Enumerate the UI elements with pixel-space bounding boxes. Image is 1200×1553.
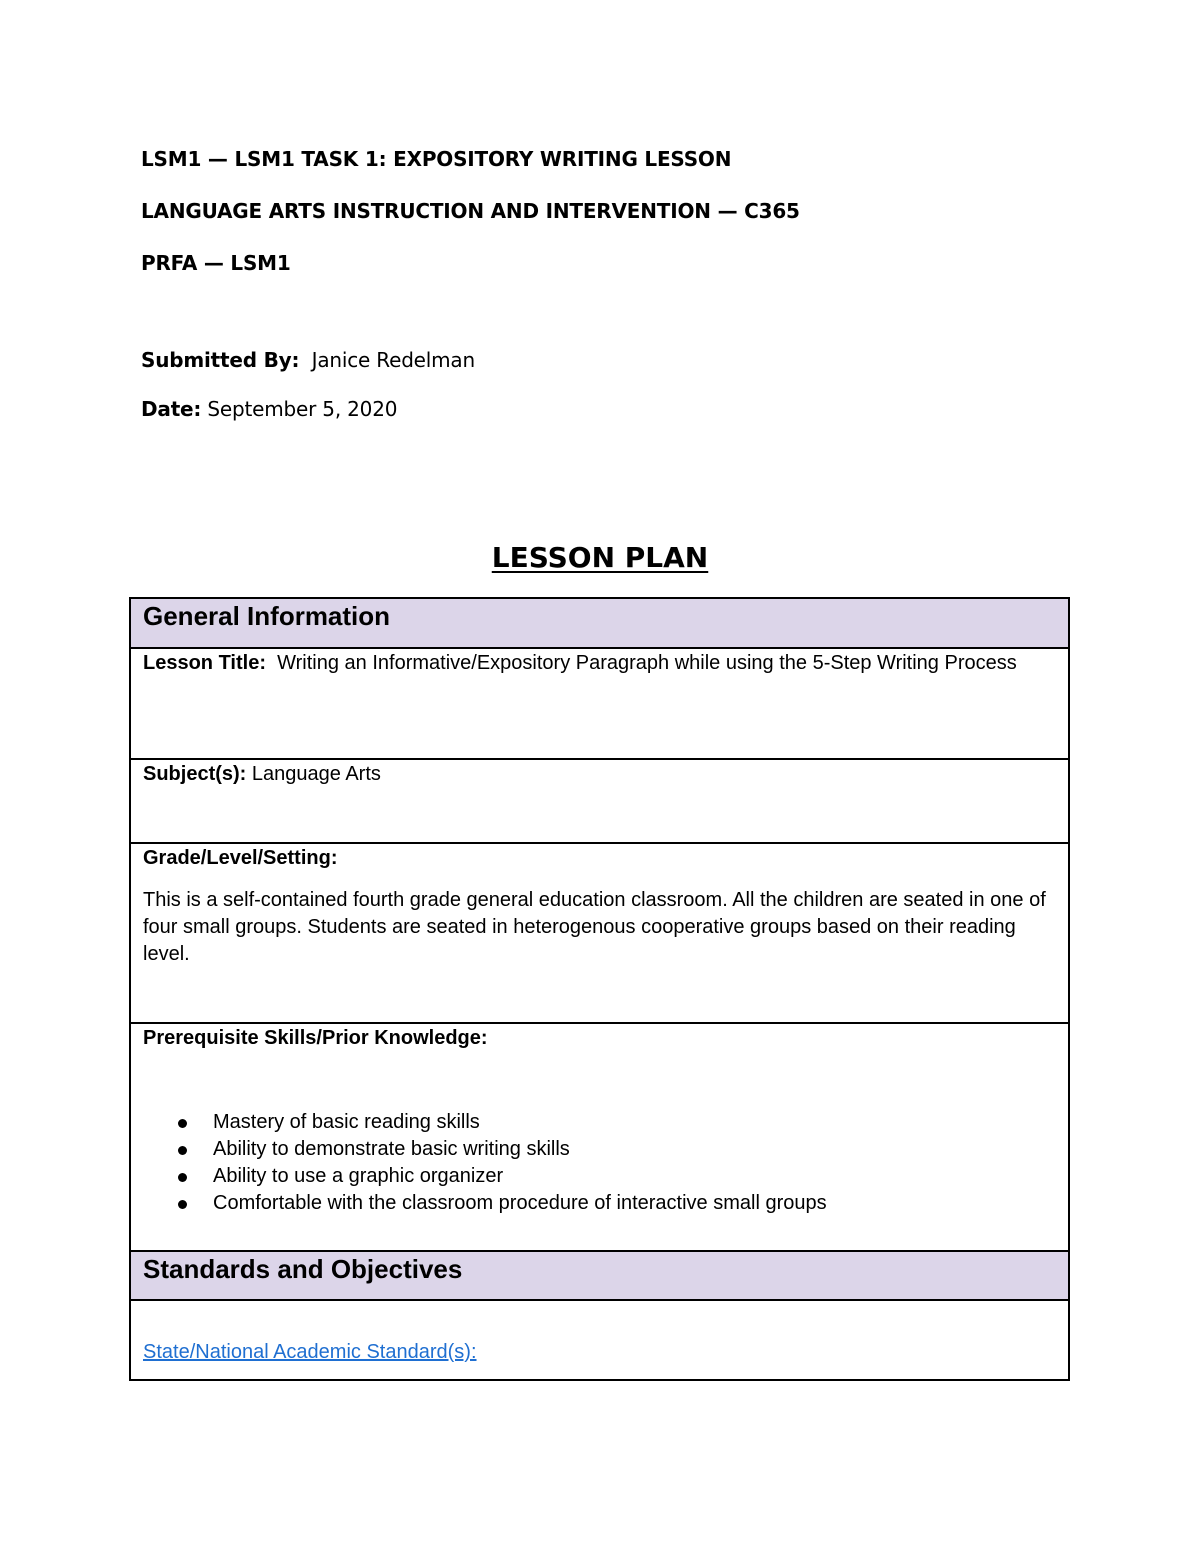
subjects-value: Language Arts [251, 763, 381, 785]
lesson-title-cell [131, 647, 1068, 758]
header-assessment-code: PRFA — LSM1 [141, 251, 291, 275]
grade-level-setting-cell [131, 842, 1068, 1022]
standards-link[interactable]: State/National Academic Standard(s): [143, 1341, 477, 1363]
section-standards-objectives [131, 1250, 1068, 1299]
submitted-by-value: Janice Redelman [311, 348, 475, 372]
header-course-task: LSM1 — LSM1 TASK 1: EXPOSITORY WRITING LESSON [141, 147, 732, 171]
list-item-text: Ability to demonstrate basic writing skills [213, 1138, 570, 1160]
bullet-icon [178, 1173, 187, 1182]
header-course-name: LANGUAGE ARTS INSTRUCTION AND INTERVENTION — C365 [141, 199, 800, 223]
bullet-icon [178, 1146, 187, 1155]
section-general-information [131, 599, 1068, 647]
submitted-by-line [141, 348, 475, 372]
grade-level-setting-value: This is a self-contained fourth grade general education classroom. All the children are seated in one of four small groups. Students are seated in heterogenous cooperative groups based on their reading level. [143, 889, 1046, 965]
subjects-cell [131, 758, 1068, 842]
document-title [0, 540, 1200, 576]
submitted-by-label: Submitted By: [141, 348, 300, 372]
prerequisite-skills-cell [131, 1022, 1068, 1250]
section-heading-standards: Standards and Objectives [143, 1254, 463, 1284]
lesson-title-label: Lesson Title: [143, 652, 266, 674]
bullet-icon [178, 1200, 187, 1209]
list-item-text: Comfortable with the classroom procedure of interactive small groups [213, 1192, 827, 1214]
list-item-text: Ability to use a graphic organizer [213, 1165, 504, 1187]
list-item [143, 1190, 1056, 1217]
date-value: September 5, 2020 [207, 397, 398, 421]
section-heading-general: General Information [143, 601, 391, 631]
document-title-text: LESSON PLAN [491, 541, 709, 574]
list-item-text: Mastery of basic reading skills [213, 1111, 480, 1133]
list-item [143, 1163, 1056, 1190]
subjects-label: Subject(s): [143, 763, 247, 785]
grade-level-setting-label: Grade/Level/Setting: [143, 847, 338, 869]
lesson-title-value: Writing an Informative/Expository Paragraph while using the 5-Step Writing Process [277, 652, 1017, 674]
prerequisite-skills-list [143, 1109, 1056, 1217]
prerequisite-skills-label: Prerequisite Skills/Prior Knowledge: [143, 1027, 488, 1049]
lesson-plan-table [129, 597, 1070, 1381]
standards-cell [131, 1299, 1068, 1379]
date-label: Date: [141, 397, 202, 421]
bullet-icon [178, 1119, 187, 1128]
list-item [143, 1109, 1056, 1136]
list-item [143, 1136, 1056, 1163]
date-line [141, 397, 397, 421]
